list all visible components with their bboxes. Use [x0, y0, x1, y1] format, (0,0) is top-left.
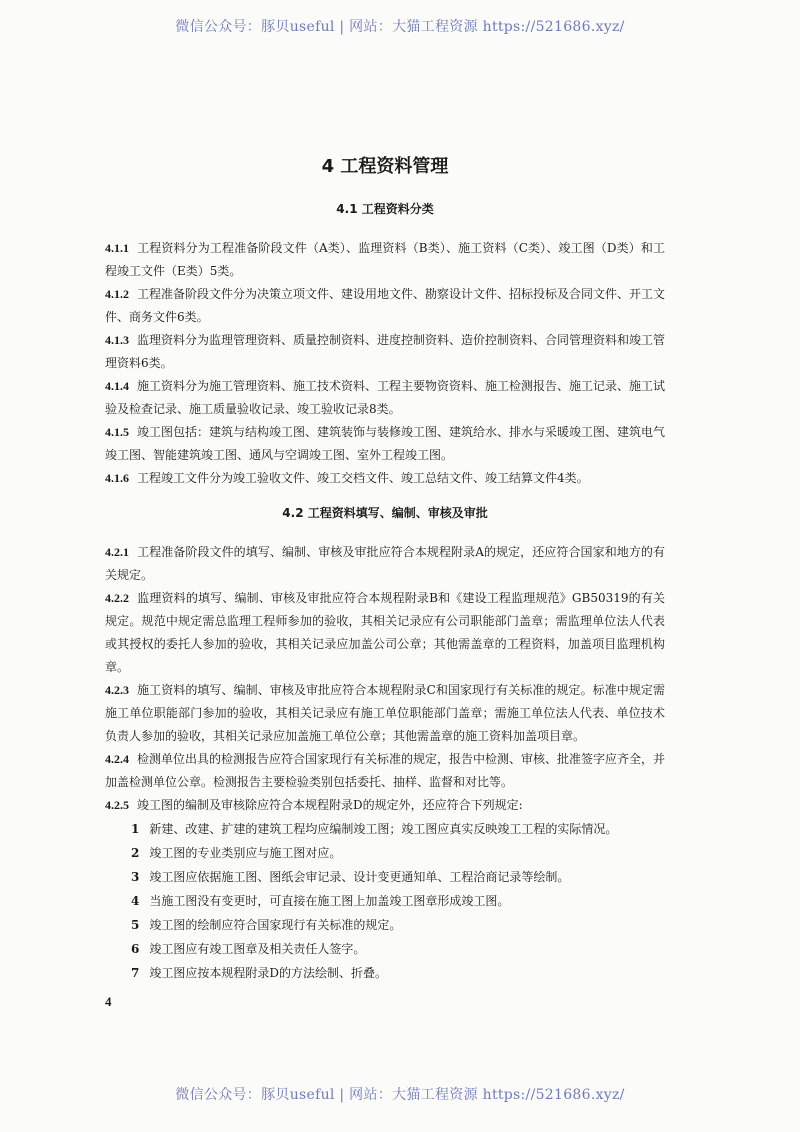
- clause: [105, 375, 665, 421]
- clause-number: 4.2.2: [105, 591, 129, 605]
- clause-number: 4.1.2: [105, 287, 129, 301]
- clause-text: 施工资料的填写、编制、审核及审批应符合本规程附录C和国家现行有关标准的规定。标准中规定需施工单位职能部门参加的验收，其相关记录应有施工单位职能部门盖章；需施工单位法人代表、单位技术负责人参加的验收，其相关记录应加盖施工单位公章；其他需盖章的施工资料加盖项目章。: [105, 683, 665, 743]
- clause-text: 工程竣工文件分为竣工验收文件、竣工交档文件、竣工总结文件、竣工结算文件4类。: [137, 471, 589, 485]
- list-item: [105, 865, 665, 889]
- page-content: [105, 152, 665, 985]
- clause-number: 4.2.5: [105, 798, 129, 812]
- watermark-bottom: 微信公众号：豚贝useful | 网站：大猫工程资源 https://521686.xyz/: [175, 1087, 625, 1103]
- list-item: [105, 889, 665, 913]
- item-text: 新建、改建、扩建的建筑工程均应编制竣工图；竣工图应真实反映竣工工程的实际情况。: [149, 822, 618, 836]
- item-number: 4: [131, 894, 140, 908]
- clause: [105, 421, 665, 467]
- clause: [105, 283, 665, 329]
- clause-text: 监理资料分为监理管理资料、质量控制资料、进度控制资料、造价控制资料、合同管理资料和竣工管理资料6类。: [105, 333, 666, 370]
- clause: [105, 794, 665, 817]
- clause-number: 4.2.3: [105, 683, 129, 697]
- clause-number: 4.1.4: [105, 379, 129, 393]
- list-item: [105, 913, 665, 937]
- clause-text: 工程准备阶段文件分为决策立项文件、建设用地文件、勘察设计文件、招标投标及合同文件、开工文件、商务文件6类。: [105, 287, 666, 324]
- chapter-title: 4 工程资料管理: [321, 156, 449, 177]
- list-item: [105, 817, 665, 841]
- clause-text: 工程资料分为工程准备阶段文件（A类）、监理资料（B类）、施工资料（C类）、竣工图（D类）和工程竣工文件（E类）5类。: [105, 241, 665, 278]
- item-number: 3: [131, 870, 140, 884]
- clause: [105, 237, 665, 283]
- clause: [105, 679, 665, 748]
- item-number: 2: [131, 846, 140, 860]
- clause-number: 4.2.1: [105, 545, 129, 559]
- section-title: 4.2 工程资料填写、编制、审核及审批: [282, 506, 488, 520]
- clause: [105, 748, 665, 794]
- clause-number: 4.1.1: [105, 241, 129, 255]
- item-number: 7: [131, 966, 140, 980]
- list-item: [105, 841, 665, 865]
- clause: [105, 467, 665, 490]
- clause: [105, 329, 665, 375]
- item-text: 竣工图的绘制应符合国家现行有关标准的规定。: [149, 918, 402, 932]
- clause-text: 监理资料的填写、编制、审核及审批应符合本规程附录B和《建设工程监理规范》GB50319的有关规定。规范中规定需总监理工程师参加的验收，其相关记录应有公司职能部门盖章；需监理单位法人代表或其授权的委托人参加的验收，其相关记录应加盖公司公章；其他需盖章的工程资料，加盖项目监理机构章。: [105, 591, 665, 674]
- item-number: 5: [131, 918, 140, 932]
- list-item: [105, 961, 665, 985]
- item-text: 竣工图应依据施工图、图纸会审记录、设计变更通知单、工程洽商记录等绘制。: [149, 870, 570, 884]
- page-number: 4: [105, 994, 112, 1009]
- section-title: 4.1 工程资料分类: [336, 202, 434, 216]
- item-text: 竣工图应有竣工图章及相关责任人签字。: [149, 942, 366, 956]
- clause-text: 竣工图包括：建筑与结构竣工图、建筑装饰与装修竣工图、建筑给水、排水与采暖竣工图、建筑电气竣工图、智能建筑竣工图、通风与空调竣工图、室外工程竣工图。: [105, 425, 666, 462]
- clause-number: 4.2.4: [105, 752, 129, 766]
- list-item: [105, 937, 665, 961]
- item-text: 竣工图应按本规程附录D的方法绘制、折叠。: [149, 966, 387, 980]
- watermark-top: 微信公众号：豚贝useful | 网站：大猫工程资源 https://521686.xyz/: [175, 19, 625, 35]
- clause: [105, 541, 665, 587]
- clause: [105, 587, 665, 679]
- item-number: 1: [131, 822, 140, 836]
- item-number: 6: [131, 942, 140, 956]
- item-text: 竣工图的专业类别应与施工图对应。: [149, 846, 342, 860]
- clause-text: 工程准备阶段文件的填写、编制、审核及审批应符合本规程附录A的规定，还应符合国家和地方的有关规定。: [105, 545, 665, 582]
- clause-text: 检测单位出具的检测报告应符合国家现行有关标准的规定，报告中检测、审核、批准签字应齐全，并加盖检测单位公章。检测报告主要检验类别包括委托、抽样、监督和对比等。: [105, 752, 666, 789]
- clause-number: 4.1.3: [105, 333, 129, 347]
- clause-text: 施工资料分为施工管理资料、施工技术资料、工程主要物资资料、施工检测报告、施工记录、施工试验及检查记录、施工质量验收记录、竣工验收记录8类。: [105, 379, 666, 416]
- clause-number: 4.1.6: [105, 471, 129, 485]
- clause-number: 4.1.5: [105, 425, 129, 439]
- item-text: 当施工图没有变更时，可直接在施工图上加盖竣工图章形成竣工图。: [149, 894, 510, 908]
- clause-text: 竣工图的编制及审核除应符合本规程附录D的规定外，还应符合下列规定:: [137, 798, 523, 812]
